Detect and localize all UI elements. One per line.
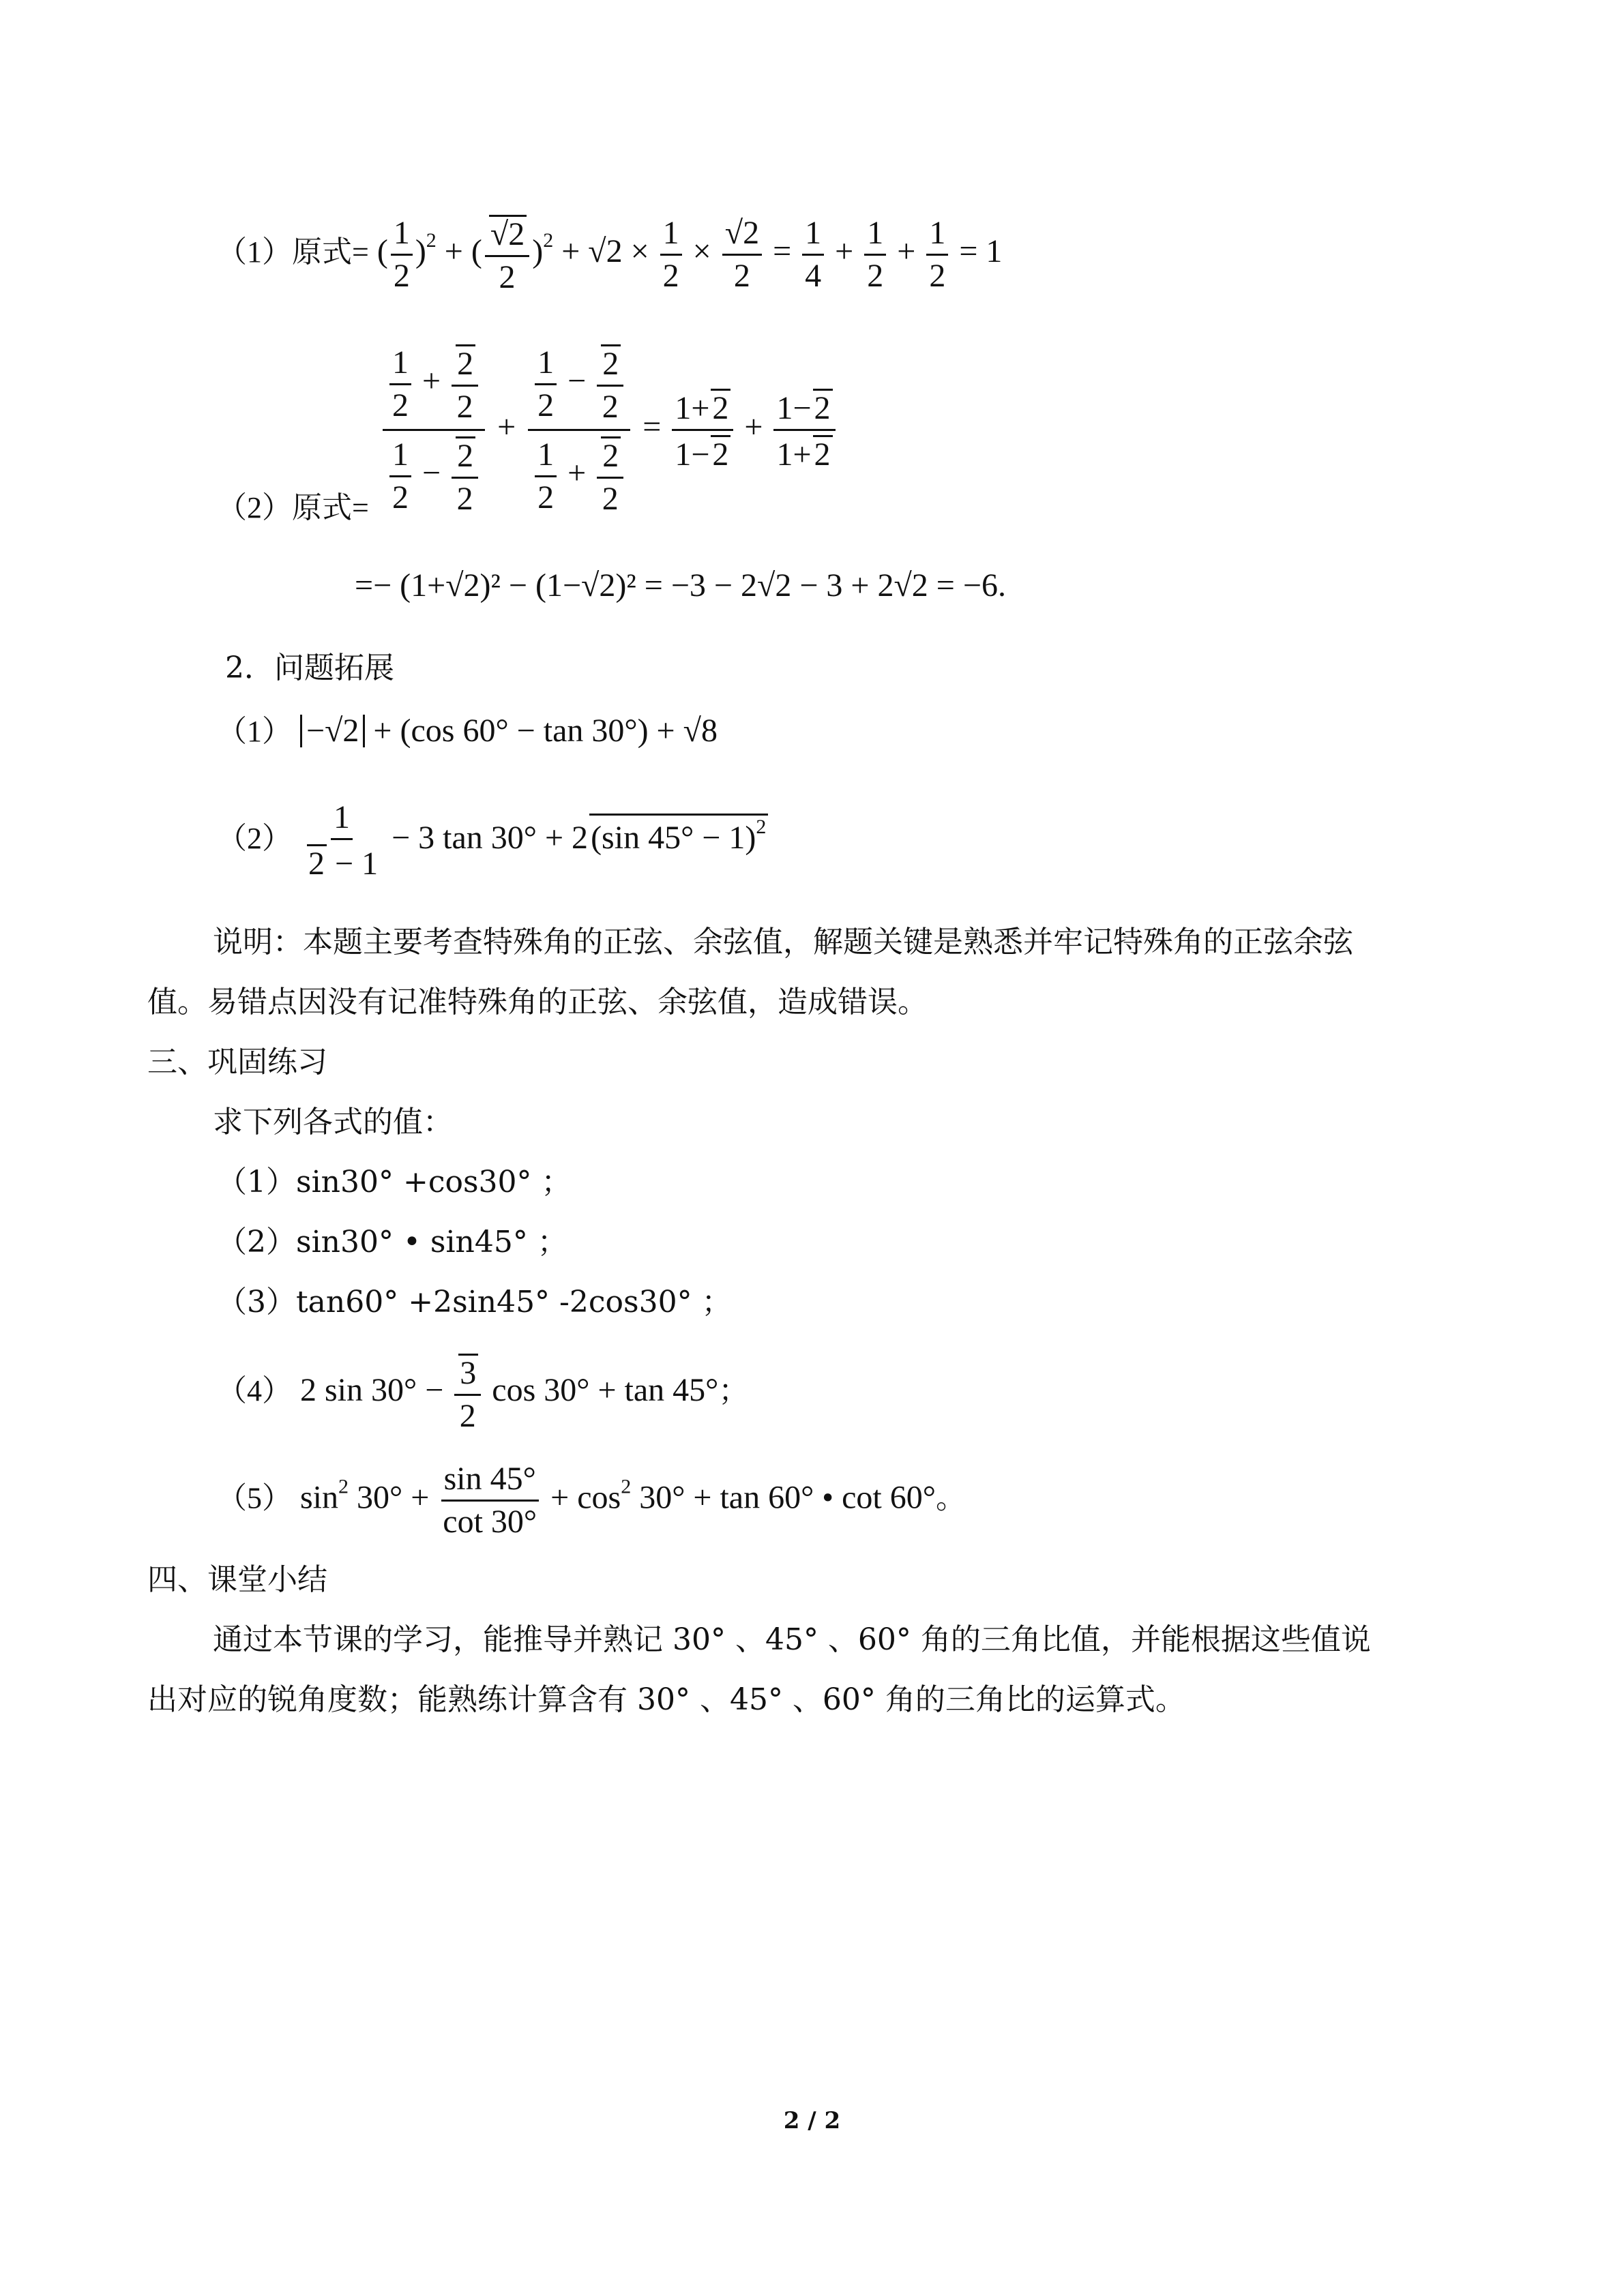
extension-2: （2） $\frac{1}{2 - 1}$ − 3 tan 30° + 2(sin 45° − 1)$^2$ — [217, 801, 768, 880]
solution-2-prefix: （2）原式= — [217, 491, 369, 524]
practice-intro: 求下列各式的值： — [213, 1105, 453, 1139]
note-line-1: 说明：本题主要考查特殊角的正弦、余弦值，解题关键是熟悉并牢记特殊角的正弦余弦 — [213, 925, 1353, 959]
summary-line-2: 出对应的锐角度数；能熟练计算含有 30° 、45° 、60° 角的三角比的运算式。 — [147, 1682, 1185, 1717]
extension-1: （1） −√2 + (cos 60° − tan 30°) + √8 — [217, 713, 718, 749]
solution-2-fractions: $\frac{1}{2}$ + $\frac{2}{2}$ $\frac{1}{2}$ − $\frac{2}{2}$ + $\frac{1}{2}$ − $\frac{2}{2}$ $\frac{1}{2}$ + $\frac{2}{2}$ = $\frac{1+2}{1-2}$ + $\frac{1-2}{1+2}$ — [379, 344, 838, 516]
practice-item-4: （4） 2 sin 30° − $\frac{3}{2}$ cos 30° + tan 45°； — [217, 1355, 749, 1434]
solution-1 — [217, 215, 1002, 294]
section-3-title: 三、巩固练习 — [147, 1045, 327, 1079]
practice-item-3: （3）tan60° +2sin45° -2cos30° ； — [217, 1285, 732, 1320]
practice-4-fraction: $\frac{3}{2}$ — [454, 1354, 481, 1433]
solution-2-line2: =− (1+√2)² − (1−√2)² = −3 − 2√2 − 3 + 2√2 = −6. — [355, 567, 1006, 603]
compound-fraction-1: $\frac{1}{2}$ + $\frac{2}{2}$ $\frac{1}{2}$ − $\frac{2}{2}$ — [383, 344, 485, 516]
simplified-fraction-1: $\frac{1+2}{1-2}$ — [672, 389, 733, 471]
page-number: 2 / 2 — [783, 2107, 841, 2134]
simplified-fraction-2: $\frac{1-2}{1+2}$ — [773, 389, 835, 471]
solution-1-body: ( $\frac{1}{2}$ )$^2$ + ( $\frac{√2}{2}$ )$^2$ + √2 × $\frac{1}{2}$ × $\frac{√2}{2}$ = $\frac{1}{4}$ + $\frac{1}{2}$ + $\frac{1}{2}$ = 1 — [377, 214, 1003, 295]
extension-2-fraction: $\frac{1}{2 - 1}$ — [308, 799, 379, 882]
note-line-2: 值。易错点因没有记准特殊角的正弦、余弦值，造成错误。 — [147, 985, 928, 1019]
practice-5-fraction: $\frac{\sin 45^\circ}{\cot 30^\circ}$ — [440, 1463, 540, 1538]
section-4-title: 四、课堂小结 — [147, 1562, 327, 1597]
section-2-title: 2．问题拓展 — [225, 651, 394, 685]
practice-item-1: （1）sin30° +cos30° ； — [217, 1165, 572, 1199]
practice-item-5: （5） $\sin^2 30^\circ$ + $\frac{\sin 45^\circ}{\cot 30^\circ}$ + $\cos^2 30^\circ + \tan 60^\circ$ • cot 60°。 — [217, 1461, 966, 1540]
compound-fraction-2: $\frac{1}{2}$ − $\frac{2}{2}$ $\frac{1}{2}$ + $\frac{2}{2}$ — [528, 344, 630, 516]
solution-1-prefix: （1）原式= — [217, 235, 369, 269]
radical: (sin 45° − 1)$^2$ — [589, 814, 768, 854]
absolute-value: −√2 — [300, 715, 365, 747]
summary-line-1: 通过本节课的学习，能推导并熟记 30° 、45° 、60° 角的三角比值，并能根据这些值说 — [213, 1622, 1371, 1657]
solution-2 — [217, 341, 369, 524]
practice-item-2: （2）sin30° • sin45° ； — [217, 1225, 567, 1259]
